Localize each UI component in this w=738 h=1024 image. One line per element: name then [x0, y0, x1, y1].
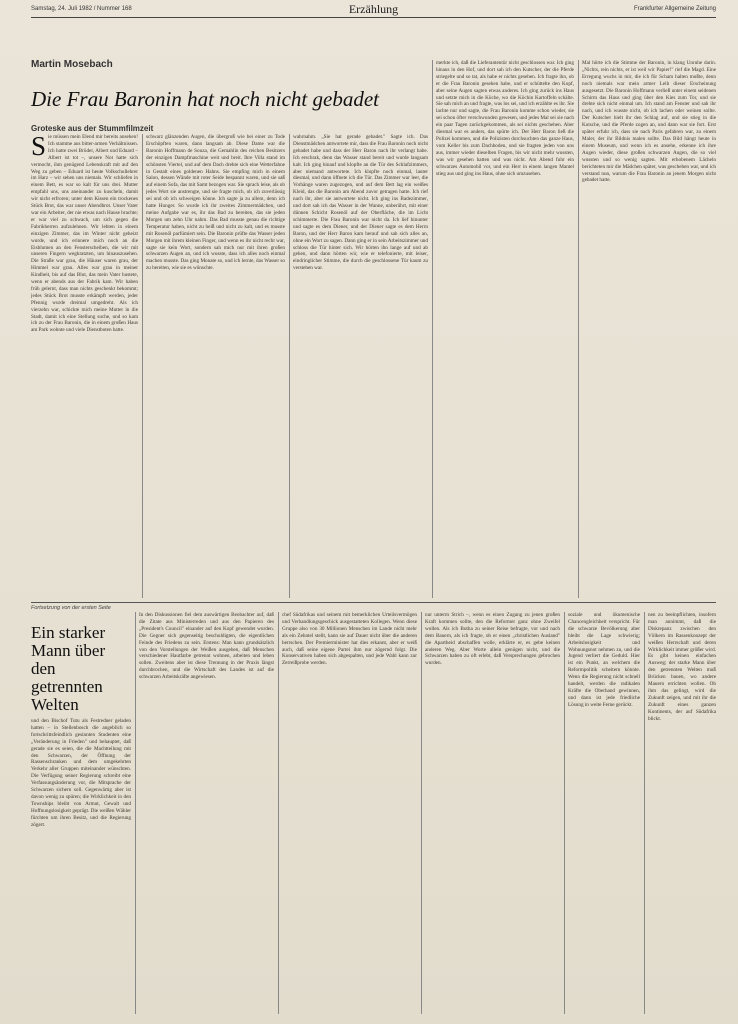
- header-section: Erzählung: [348, 2, 399, 16]
- sidebar-column-5-text: soziale und ökumenische Chancengleichheit verspricht. Für die schwarze Bevölkerung aber bleibt die Lage schwierig; Arbeitslosigkeit und Wohnungsnot nehmen zu, und die Jugend verliert die Geduld. Hier ist ein Punkt, an welchem die Reformpolitik scheitern könnte. Wenn die Regierung nicht schnell handelt, werden die radikalen Kräfte die Oberhand gewinnen, und dann ist jede friedliche Lösung in weite Ferne gerückt.: [568, 612, 640, 708]
- sidebar-column-5: [568, 612, 640, 1014]
- header-rule: [31, 17, 716, 18]
- header-date: Samstag, 24. Juli 1982 / Nummer 168: [31, 6, 132, 12]
- story-dropcap: S: [31, 134, 47, 161]
- story-column-2-text: schwarz glänzenden Augen, die übergroß wie bei einer zu Tode Erschöpften waren, dann langsam ab. Diese Dame war die Baronin Hoffmann de Souza, die Gemahlin des reichen Besitzers der einzigen Dampfmaschine weit und breit. Ihre Villa stand im schönsten Viertel, und auf dem Dach drehte sich eine Wetterfahne in Gestalt eines goldenen Hahns. Sie empfing mich in einem Salon, dessen Wände mit roter Seide bespannt waren, und sie saß auf einem Sofa, das mit Samt bezogen war. Sie sprach leise, als ob jedes Wort sie anstrengte, und sie fragte mich, ob ich zuverlässig sei und ob ich schweigen könne. Ich sagte ja zu allem, denn ich hatte Hunger. So wurde ich ihr zweites Zimmermädchen, und meine Aufgabe war es, ihr das Bad zu bereiten, das sie jeden Morgen um zehn Uhr nahm. Das Bad musste genau die richtige Temperatur haben, nicht zu heiß und nicht zu kalt, und es musste mit Rosenöl parfümiert sein. Die Baronin prüfte das Wasser jeden Morgen mit ihrem kleinen Finger, und wenn es ihr nicht recht war, sagte sie kein Wort, sondern sah mich nur mit ihren großen schwarzen Augen an, und ich wusste, dass ich alles noch einmal machen musste. Das ging Monate so, und ich lernte, das Wasser so zu bereiten, wie sie es wünschte.: [146, 134, 285, 272]
- story-column-5-text: Mal hörte ich die Stimme der Baronin, in klang Unruhe darin. „Nichts, rein nichts, er ist weil wir Papier!" rief die Magd. Eine Erregung wuchs in mir, die ich für Scham halten mußte, denn noch niemals war mein armer Leib dieser Erscheinung ausgesetzt. Die Baronin Hoffmann verließ unter einem seidenen Schirm das Haus und ging über den Kies zum Tor, und sie drehte sich nicht einmal um. Ich stand am Fenster und sah ihr nach, und ich wusste nicht, ob ich lachen oder weinen sollte. Der Kutscher hielt ihr den Schlag auf, und sie stieg in die Kutsche, und die Pferde zogen an, und dann war sie fort. Erst später erfuhr ich, dass sie nach Paris gefahren war, zu einem Maler, der ihr Bildnis malen sollte. Das Bild hängt heute in einem Museum, und wenn ich es ansehe, erkenne ich ihre Augen wieder, diese großen schwarzen Augen, die so viel wussten und so wenig sagten. Mit erhobenem Lächeln berichteten mir die Mädchen später, was geschehen war, und ich verstand nun, warum die Frau Baronin an jenem Morgen nicht gebadet hatte.: [582, 60, 716, 184]
- story-column-4-text: merkte ich, daß die Lieferantentür nicht geschlossen war. Ich ging hinaus in den Hof, und dort sah ich den Kutscher, der die Pferde striegelte und so tat, als habe er nichts gesehen. Ich fragte ihn, ob er die Frau Baronin gesehen habe, und er schüttelte den Kopf, aber seine Augen sagten etwas anderes. Ich ging zurück ins Haus und setzte mich in die Küche, wo die Köchin Kartoffeln schälte. Sie sah mich an und fragte, was los sei, und ich erzählte es ihr. Sie lachte nur und sagte, die Frau Baronin komme schon wieder, sie sei schon öfter verschwunden gewesen, und jedes Mal sei sie nach ein paar Tagen zurückgekommen, als sei nichts geschehen. Aber diesmal war es anders, das spürte ich. Der Herr Baron ließ die Polizei kommen, und die Polizisten durchsuchten das ganze Haus, vom Keller bis zum Dachboden, und sie fragten jeden von uns aus, immer wieder dieselben Fragen, bis wir nicht mehr wussten, was wir gesehen hatten und was nicht. Am Abend fuhr ein schwarzes Automobil vor, und ein Herr in einem langen Mantel stieg aus und ging ins Haus, ohne sich umzusehen.: [436, 60, 574, 177]
- column-divider: [278, 612, 279, 1014]
- story-column-4: [436, 60, 574, 598]
- sidebar-column-6: [648, 612, 716, 1014]
- story-column-3: [293, 134, 428, 598]
- sidebar-column-4-text: nur unterm Strich –, wenn es einen Zugang zu jenen großen Kraft kommen sollte, den die Reformer ganz ohne Zweifel wollen. Als ich Botha zu seiner Reise befragte, vor und nach dem Bauern, als ich fragte, ob er einen „christlichen Ausland" die Apartheid abschaffen wolle, erklärte er, es gebe keinen anderen Weg. Aber Worte allein genügen nicht, und die Schwarzen haben zu oft erlebt, daß Versprechungen gebrochen wurden.: [425, 612, 560, 667]
- sidebar-column-2-text: In den Diskussionen fiel dem auswärtigen Beobachter auf, daß die Zitate aus Ministerreden und aus den Papieren des „President's Council" einander auf den Kopf gewendet wurden. Die Gegner sich gegenseitig beschuldigten, die eigentlichen Feinde des Friedens zu sein. Erstens: Man kann grundsätzlich von den Vorstellungen der Weißen ausgehen, daß Menschen verschiedener Hautfarbe getrennt wohnen, arbeiten und leben sollen. Zweitens aber ist diese Trennung in der Praxis längst durchbrochen, und die Wirtschaft des Landes ist auf die schwarzen Arbeitskräfte angewiesen.: [139, 612, 274, 681]
- story-column-1: [31, 134, 138, 598]
- story-column-2: [146, 134, 285, 598]
- header-publication: Frankfurter Allgemeine Zeitung: [633, 6, 716, 12]
- column-divider: [564, 612, 565, 1014]
- running-header: [31, 4, 716, 16]
- column-divider: [142, 134, 143, 598]
- sidebar-column-6-text: nen zu beeinpflichten, insofern man annimmt, daß die Diskrepanz zwischen den Völkern im Rassenkonzept der weißen Herrschaft und deren Wirklichkeit immer größer wird. Es gibt keinen einfachen Ausweg; der starke Mann über den getrennten Welten muß Brücken bauen, wo andere Mauern errichten wollen. Ob ihm das gelingt, wird die Zukunft zeigen, und mit ihr die Zukunft eines ganzen Kontinents, der auf Südafrika blickt.: [648, 612, 716, 722]
- sidebar-column-1: [31, 718, 131, 1014]
- story-subhead: Groteske aus der Stummfilmzeit: [31, 124, 154, 133]
- column-divider: [432, 60, 433, 598]
- sidebar-column-3: [282, 612, 417, 1014]
- story-author: Martin Mosebach: [31, 59, 113, 70]
- sidebar-column-4: [425, 612, 560, 1014]
- sidebar-column-3-text: chef Südafrikas und seinem mit bemerklichen Urteilsvermögen und Verhandlungsgeschick ausgestatteten Kollegen. Wenn diese Gruppe also von 30 Millionen Menschen im Lande nicht mehr als ein Zehntel stellt, kann sie auf Dauer nicht über die anderen herrschen. Der Premierminister hat dies erkannt, aber er weiß auch, daß seine eigene Partei ihm nur zögernd folgt. Die Konservativen haben sich abgespalten, und jede Wahl kann zur Zerreißprobe werden.: [282, 612, 417, 667]
- column-divider: [578, 60, 579, 598]
- section-rule: [31, 602, 716, 603]
- story-column-1-text: ie müssen mein Elend mir bereits ansehen! Ich stamme aus bitter-armen Verhältnissen. Ich hatte zwei Brüder, Albert und Eduard – Albert ist tot –, unsere Not hatte sich vermocht, ihm genügend Lebenskraft mit auf den Weg zu geben – Eduard ist heute Volkschullehrer im Harz – wir sehen uns niemals. Wir schliefen in einem Bett, es war so kalt für uns drei. Mutter empfahl uns, uns aneinander zu kuscheln, damit wir nicht erfroren; unter dem Kissen ein trockenes Stück Brot, das war unser Abendbrot. Unser Vater war ein Arbeiter, der nie etwas nach Hause brachte; er war viel zu schwach, um sich gegen die Fabrikherren aufzulehnen. Wir lebten in einem einzigen Zimmer, das im Winter nicht geheizt wurde, und ich erinnere mich noch an die Eisblumen an den Fensterscheiben, die wir mit unseren Fingern wegkratzten, um hinauszusehen. Die Straße war grau, die Häuser waren grau, der Himmel war grau. Alles war grau in meiner Kindheit, bis auf das Blut, das mein Vater hustete, wenn er abends aus der Fabrik kam. Wir haben früh gelernt, dass man nichts geschenkt bekommt; jedes Stück Brot musste erkämpft werden, jeder Pfennig wurde dreimal umgedreht. Als ich vierzehn war, schickte mich meine Mutter in die Stadt, damit ich eine Stellung suche, und so kam ich zu der Frau Baronin, die in einem großen Haus am Park wohnte und viele Dienstboten hatte.: [31, 134, 138, 334]
- story-headline: Die Frau Baronin hat noch nicht gebadet: [31, 87, 379, 111]
- sidebar-column-1-text: und den Bischof Tutu als Festredner geladen hatten – in Stellenbosch die angeblich so fortschrittsfeindlich gesinnten Studenten eine „Veränderung in Frieden" und behauptet, daß gerade sie es seien, die die Machtteilung mit den Schwarzen, der Öffnung der Rassenschranken und dem umgekehrten Verkehr aller Gruppen miteinander wünschten. Die Verfügung seiner Regierung schreibt eine Verfassungsänderung vor, die Mitsprache der Schwarzen sichern soll. Gegenwärtig aber ist davon wenig zu spüren; die Wirklichkeit in den Townships bleibt von Armut, Gewalt und Hoffnungslosigkeit geprägt. Die weißen Wähler fürchten um ihren Besitz, und die Regierung zögert.: [31, 718, 131, 828]
- continuation-label: Fortsetzung von der ersten Seite: [31, 605, 111, 611]
- column-divider: [644, 612, 645, 1014]
- sidebar-column-2: [139, 612, 274, 1014]
- sidebar-headline: Ein starker Mann über den getrennten Welten: [31, 623, 106, 714]
- column-divider: [421, 612, 422, 1014]
- story-column-5: [582, 60, 716, 598]
- column-divider: [135, 612, 136, 1014]
- story-column-3-text: wahrnahm. „Sie hat gerade gebadet." Sagte ich. Das Dienstmädchen antwortete mir, dass die Frau Baronin noch nicht gebadet habe und dass der Herr Baron nach ihr verlangt habe. Ich erschrak, denn das Wasser stand bereit und wurde langsam kalt. Ich ging hinauf und klopfte an die Tür des Schlafzimmers, aber niemand antwortete. Ich klopfte noch einmal, lauter diesmal, und dann öffnete ich die Tür. Das Zimmer war leer, die Vorhänge waren zugezogen, und auf dem Bett lag ein weißes Kleid, das die Baronin am Abend zuvor getragen hatte. Ich rief nach ihr, aber sie antwortete nicht. Ich ging ins Badezimmer, und dort sah ich das Wasser in der Wanne, unberührt, mit einer dünnen Schicht Rosenöl auf der Oberfläche, die im Licht schimmerte. Die Frau Baronin war nicht da. Ich lief hinunter und sagte es dem Diener, und der Diener sagte es dem Herrn Baron, und der Herr Baron kam herauf und sah sich alles an, ohne ein Wort zu sagen. Dann ging er in sein Arbeitszimmer und schloss die Tür hinter sich. Wir hörten ihn lange auf und ab gehen, und dann hörten wir, wie er telefonierte, mit leiser, eindringlicher Stimme, die durch die geschlossene Tür kaum zu verstehen war.: [293, 134, 428, 272]
- column-divider: [289, 134, 290, 598]
